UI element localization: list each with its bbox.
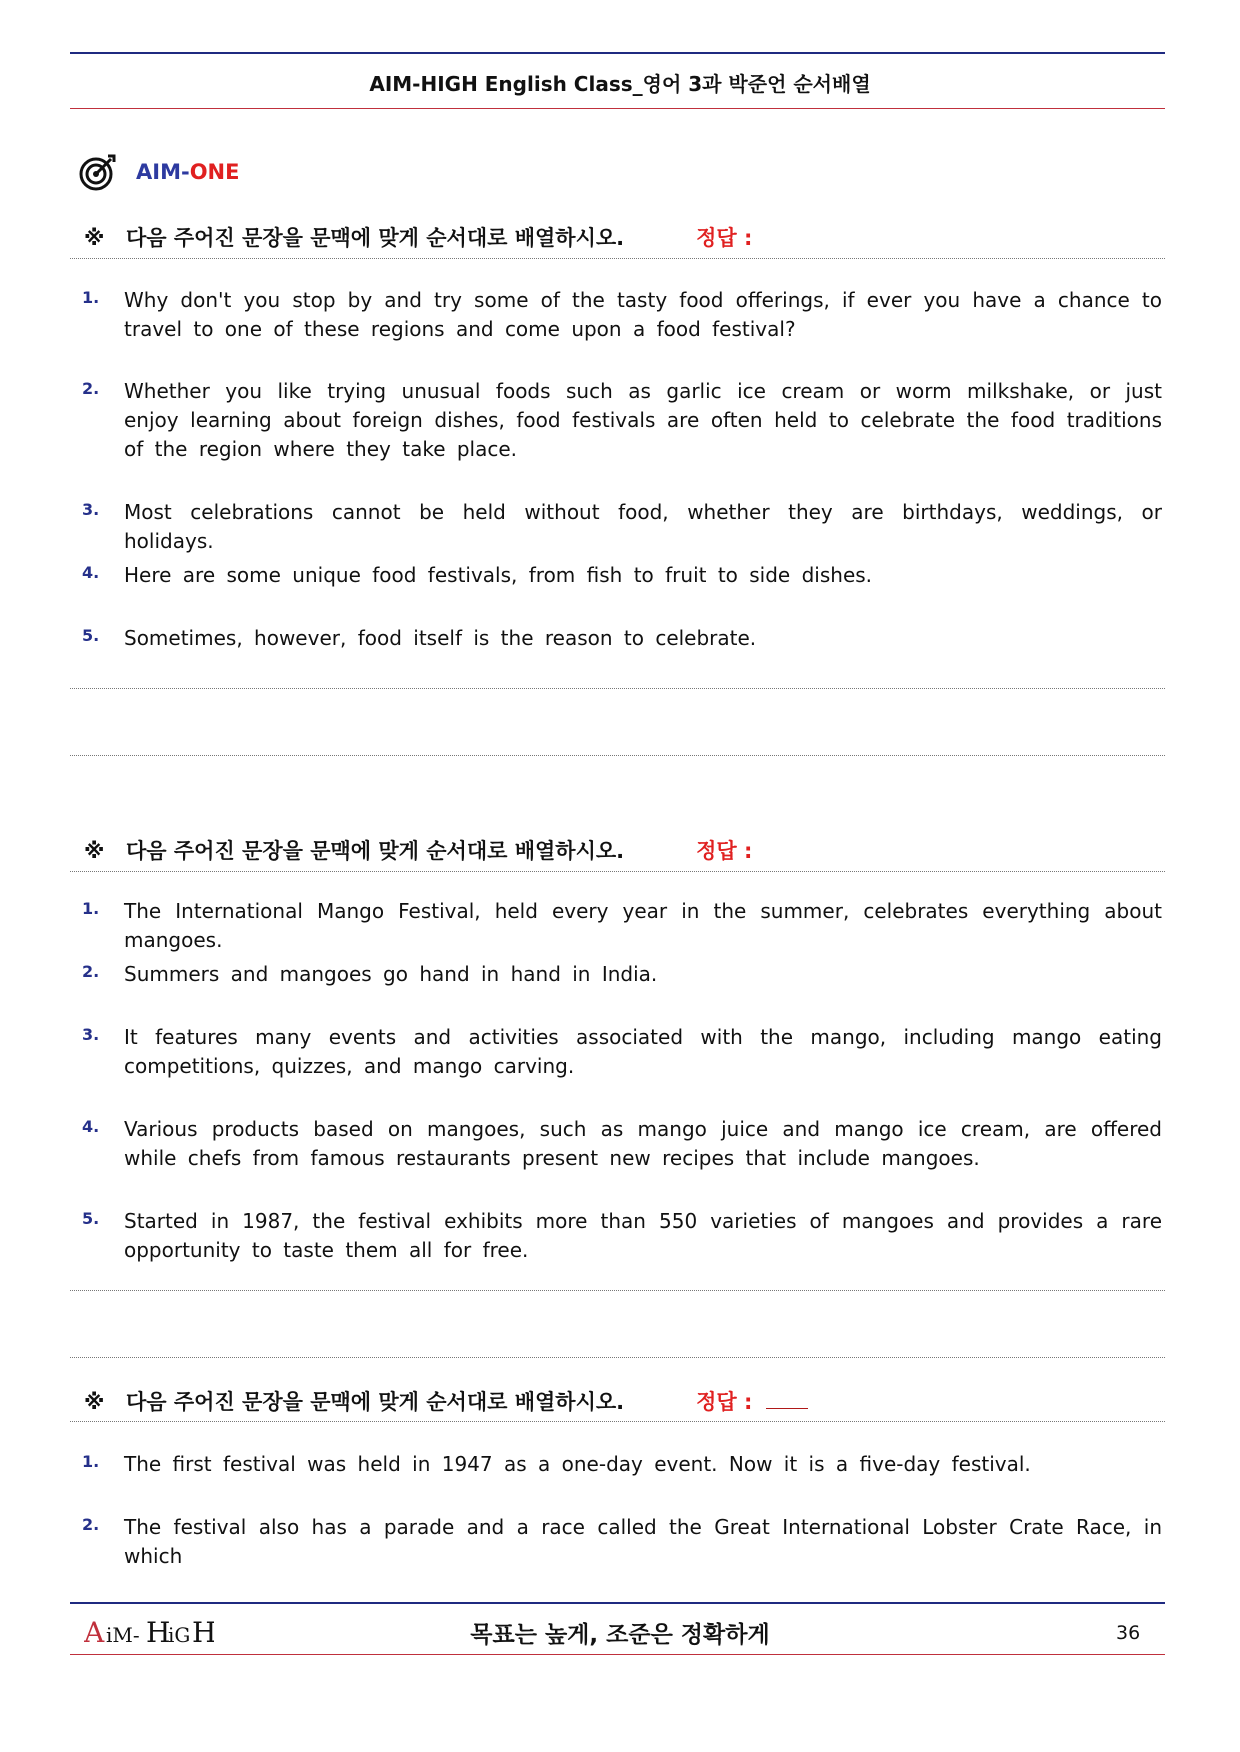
answer-label: 정답 : xyxy=(696,839,753,863)
list-item xyxy=(82,498,1162,556)
footer-bottom-rule xyxy=(70,1654,1165,1655)
item-text: The festival also has a parade and a race called the Great International Lobster Crate Race, in which xyxy=(124,1515,1162,1568)
brand-dash: - xyxy=(180,160,190,184)
brand-aim: AIM xyxy=(136,160,181,184)
item-text: Why don't you stop by and try some of the tasty food offerings, if ever you have a chance to travel to one of these regions and come upon a food festival? xyxy=(124,288,1162,341)
section-1-instruction xyxy=(84,222,752,252)
svg-text:A: A xyxy=(84,1616,105,1649)
item-number: 1. xyxy=(82,288,100,307)
list-item xyxy=(82,561,1162,590)
reference-mark: ※ xyxy=(84,839,105,863)
divider xyxy=(70,1357,1165,1358)
target-icon xyxy=(78,152,118,192)
svg-text:H: H xyxy=(192,1616,214,1649)
divider xyxy=(70,688,1165,689)
list-item xyxy=(82,1207,1162,1265)
list-item xyxy=(82,897,1162,955)
instruction-text: 다음 주어진 문장을 문맥에 맞게 순서대로 배열하시오. xyxy=(126,1390,625,1414)
item-number: 2. xyxy=(82,1515,100,1534)
header-top-rule xyxy=(70,52,1165,54)
item-number: 5. xyxy=(82,626,100,645)
item-text: The first festival was held in 1947 as a one-day event. Now it is a five-day festival. xyxy=(124,1452,1031,1476)
item-text: Started in 1987, the festival exhibits more than 550 varieties of mangoes and provides a rare opportunity to taste them all for free. xyxy=(124,1209,1162,1262)
footer-slogan: 목표는 높게, 조준은 정확하게 xyxy=(470,1622,770,1648)
brand-one: ONE xyxy=(189,160,240,184)
aim-one-brand xyxy=(78,152,239,192)
divider xyxy=(70,258,1165,259)
item-text: Here are some unique food festivals, from fish to fruit to side dishes. xyxy=(124,563,873,587)
answer-blank[interactable] xyxy=(766,1390,808,1409)
item-number: 4. xyxy=(82,1117,100,1136)
item-text: Sometimes, however, food itself is the reason to celebrate. xyxy=(124,626,757,650)
item-number: 1. xyxy=(82,1452,100,1471)
list-item xyxy=(82,1115,1162,1173)
brand-label xyxy=(136,160,239,184)
item-text: Various products based on mangoes, such as mango juice and mango ice cream, are offered while chefs from famous restaurants present new recipes that include mangoes. xyxy=(124,1117,1162,1170)
header-bottom-rule xyxy=(70,108,1165,109)
item-text: Most celebrations cannot be held without food, whether they are birthdays, weddings, or holidays. xyxy=(124,500,1162,553)
reference-mark: ※ xyxy=(84,226,105,250)
footer-top-rule xyxy=(70,1602,1165,1604)
section-2-instruction xyxy=(84,835,752,865)
item-number: 2. xyxy=(82,962,100,981)
instruction-text: 다음 주어진 문장을 문맥에 맞게 순서대로 배열하시오. xyxy=(126,839,625,863)
item-number: 1. xyxy=(82,899,100,918)
reference-mark: ※ xyxy=(84,1390,105,1414)
divider xyxy=(70,755,1165,756)
list-item xyxy=(82,377,1162,464)
list-item xyxy=(82,960,1162,989)
list-item xyxy=(82,1513,1162,1571)
header-title: AIM-HIGH English Class_영어 3과 박준언 순서배열 xyxy=(369,72,871,96)
svg-text:H: H xyxy=(146,1616,171,1649)
item-text: Summers and mangoes go hand in hand in India. xyxy=(124,962,658,986)
svg-text:iG: iG xyxy=(168,1623,191,1647)
page-number: 36 xyxy=(1116,1622,1141,1644)
list-item xyxy=(82,286,1162,344)
section-3-instruction xyxy=(84,1386,808,1416)
item-number: 5. xyxy=(82,1209,100,1228)
instruction-text: 다음 주어진 문장을 문맥에 맞게 순서대로 배열하시오. xyxy=(126,226,625,250)
item-text: Whether you like trying unusual foods such as garlic ice cream or worm milkshake, or just enjoy learning about foreign dishes, food festivals are often held to celebrate the food traditions of the region where they take place. xyxy=(124,379,1162,461)
answer-label: 정답 : xyxy=(696,1390,753,1414)
list-item xyxy=(82,1450,1162,1479)
divider xyxy=(70,1421,1165,1422)
svg-text:iM-: iM- xyxy=(106,1623,140,1647)
item-number: 3. xyxy=(82,1025,100,1044)
divider xyxy=(70,871,1165,872)
item-text: It features many events and activities associated with the mango, including mango eating competitions, quizzes, and mango carving. xyxy=(124,1025,1162,1078)
answer-label: 정답 : xyxy=(696,226,753,250)
item-number: 3. xyxy=(82,500,100,519)
item-text: The International Mango Festival, held every year in the summer, celebrates everything about mangoes. xyxy=(124,899,1162,952)
item-number: 4. xyxy=(82,563,100,582)
divider xyxy=(70,1290,1165,1291)
list-item xyxy=(82,624,1162,653)
item-number: 2. xyxy=(82,379,100,398)
list-item xyxy=(82,1023,1162,1081)
